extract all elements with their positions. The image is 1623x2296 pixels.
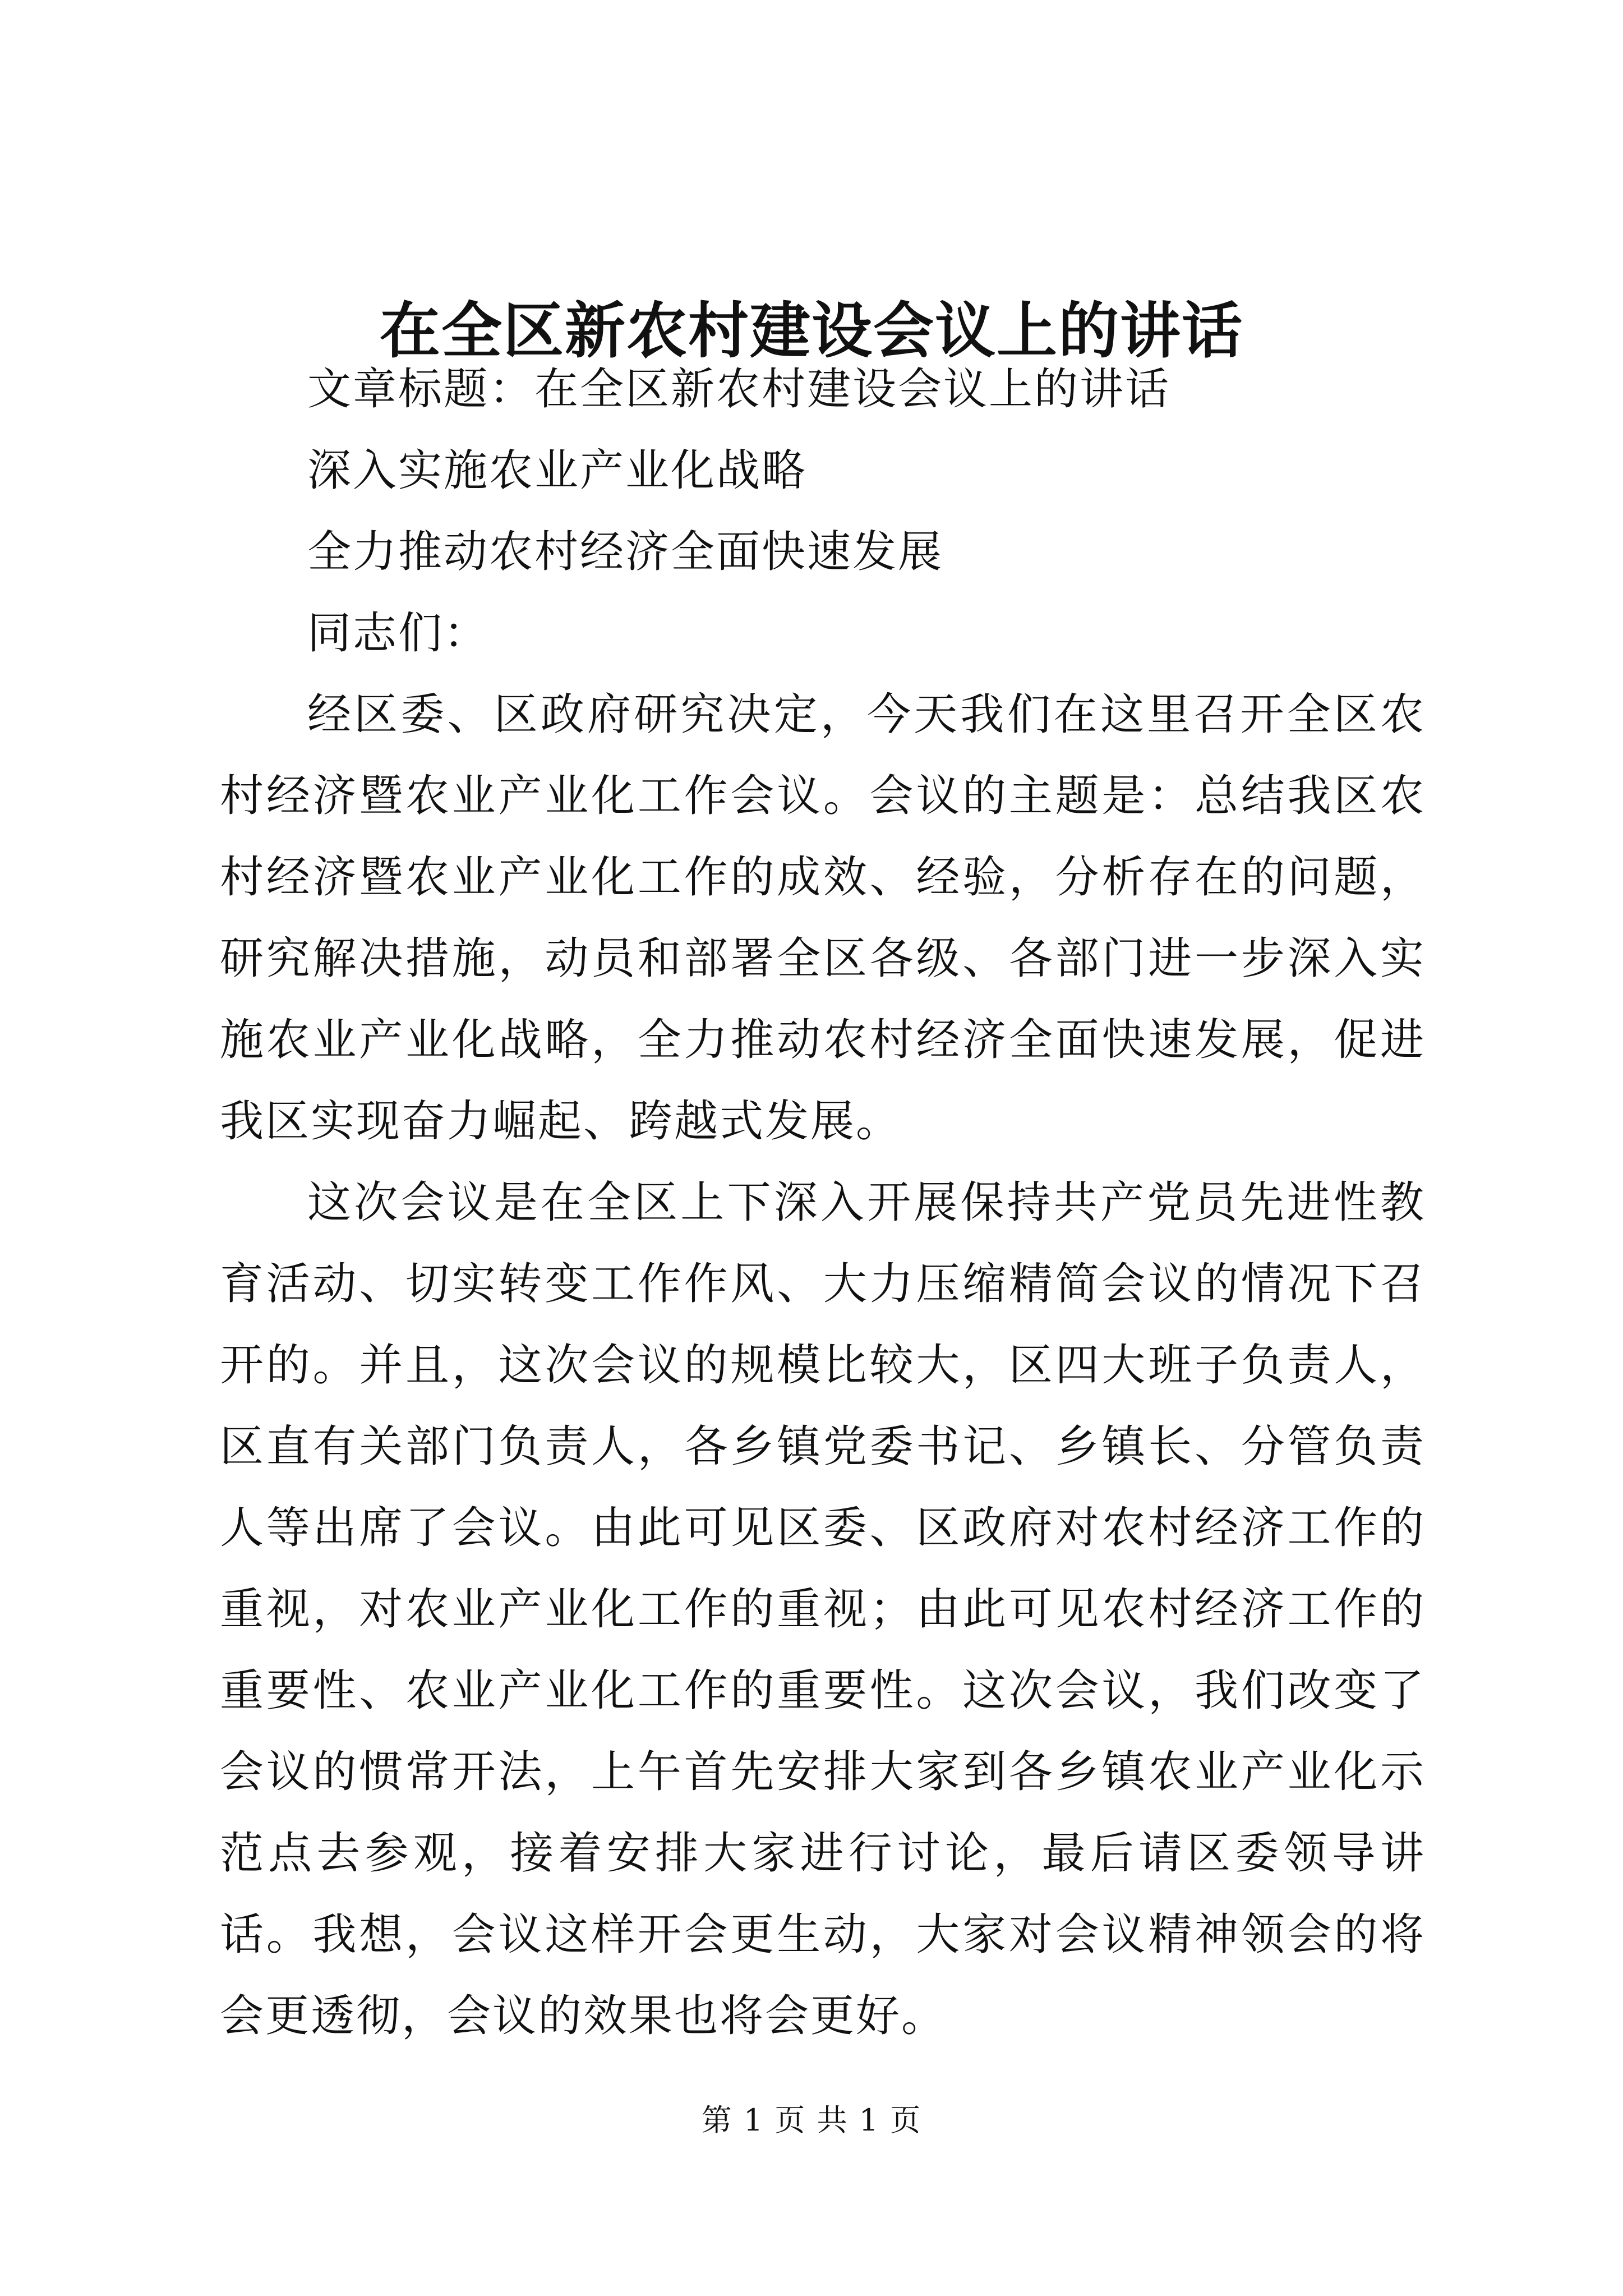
header-line-subtitle-2: 全力推动农村经济全面快速发展 bbox=[307, 527, 944, 577]
paragraph-2: 这次会议是在全区上下深入开展保持共产党员先进性教育活动、切实转变工作作风、大力压缩精简会议的情况下召开的。并且，这次会议的规模比较大，区四大班子负责人，区直有关部门负责人，各乡镇党委书记、乡镇长、分管负责人等出席了会议。由此可见区委、区政府对农村经济工作的重视，对农业产业化工作的重视；由此可见农村经济工作的重要性、农业产业化工作的重要性。这次会议，我们改变了会议的惯常开法，上午首先安排大家到各乡镇农业产业化示范点去参观，接着安排大家进行讨论，最后请区委领导讲话。我想，会议这样开会更生动，大家对会议精神领会的将会更透彻，会议的效果也将会更好。 bbox=[220, 1177, 1426, 2041]
header-line-subtitle-1: 深入实施农业产业化战略 bbox=[307, 445, 808, 496]
document-body bbox=[220, 349, 1426, 2057]
salutation: 同志们： bbox=[307, 608, 490, 659]
document-title: 在全区新农村建设会议上的讲话 bbox=[379, 296, 1243, 366]
page-footer: 第 1 页 共 1 页 bbox=[701, 2102, 922, 2138]
header-line-article-title: 文章标题：在全区新农村建设会议上的讲话 bbox=[307, 364, 1171, 415]
paragraph-1: 经区委、区政府研究决定，今天我们在这里召开全区农村经济暨农业产业化工作会议。会议的主题是：总结我区农村经济暨农业产业化工作的成效、经验，分析存在的问题，研究解决措施，动员和部署全区各级、各部门进一步深入实施农业产业化战略，全力推动农村经济全面快速发展，促进我区实现奋力崛起、跨越式发展。 bbox=[220, 689, 1426, 1147]
